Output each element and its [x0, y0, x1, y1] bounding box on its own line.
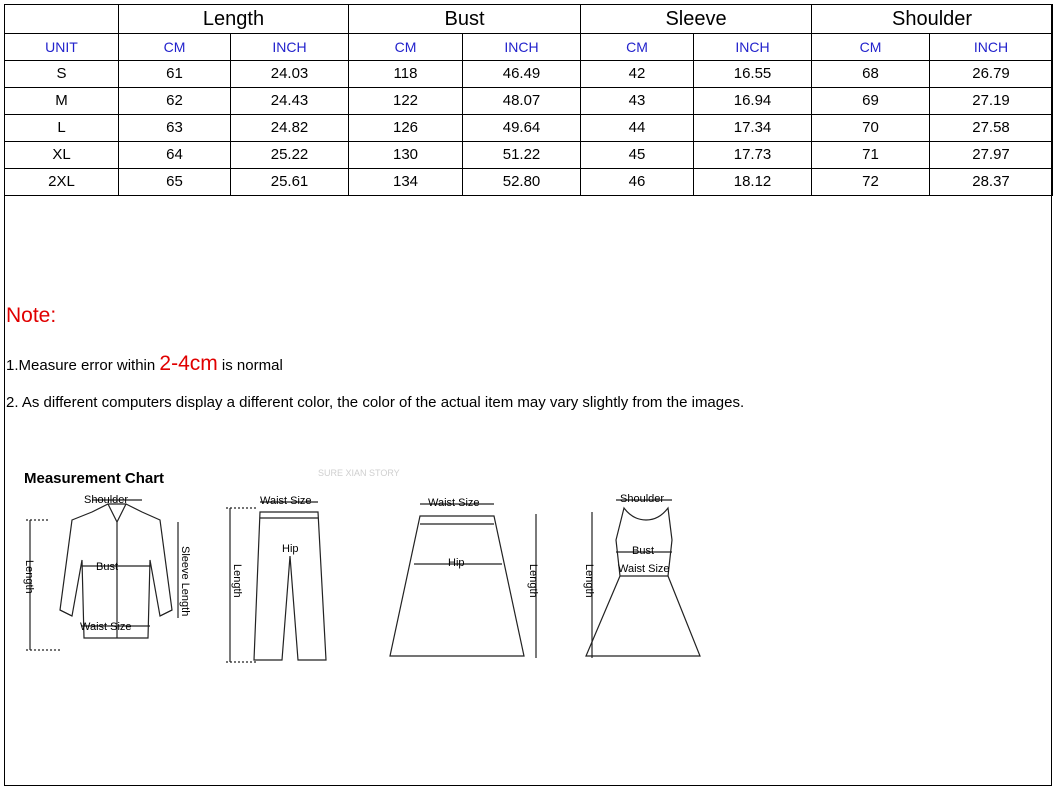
header-length: Length	[119, 5, 349, 34]
value-cell: 49.64	[463, 115, 581, 142]
value-cell: 62	[119, 88, 231, 115]
shirt-waist-label: Waist Size	[80, 621, 132, 633]
value-cell: 46.49	[463, 61, 581, 88]
note-line-1	[6, 352, 283, 376]
value-cell: 63	[119, 115, 231, 142]
unit-cell: INCH	[231, 34, 349, 61]
note-line-1-suffix: is normal	[217, 357, 283, 374]
dress-shoulder-label: Shoulder	[620, 493, 665, 505]
value-cell: 72	[812, 169, 930, 196]
size-cell: XL	[5, 142, 119, 169]
size-cell: L	[5, 115, 119, 142]
unit-row	[5, 34, 1053, 61]
unit-cell: CM	[349, 34, 463, 61]
unit-cell: CM	[812, 34, 930, 61]
shirt-shoulder-label: Shoulder	[84, 494, 129, 506]
value-cell: 118	[349, 61, 463, 88]
shirt-bust-label: Bust	[96, 561, 119, 573]
unit-label: UNIT	[5, 34, 119, 61]
table-header-row	[5, 5, 1053, 34]
value-cell: 70	[812, 115, 930, 142]
pants-icon	[226, 495, 326, 662]
unit-cell: CM	[119, 34, 231, 61]
value-cell: 45	[581, 142, 694, 169]
unit-cell: INCH	[930, 34, 1053, 61]
pants-waist-label: Waist Size	[260, 495, 312, 507]
size-table	[4, 4, 1053, 196]
note-title: Note:	[6, 304, 57, 327]
value-cell: 25.22	[231, 142, 349, 169]
value-cell: 17.73	[694, 142, 812, 169]
header-sleeve: Sleeve	[581, 5, 812, 34]
size-cell: M	[5, 88, 119, 115]
value-cell: 46	[581, 169, 694, 196]
value-cell: 16.55	[694, 61, 812, 88]
table-row	[5, 61, 1053, 88]
value-cell: 26.79	[930, 61, 1053, 88]
dress-waist-label: Waist Size	[618, 563, 670, 575]
value-cell: 61	[119, 61, 231, 88]
value-cell: 122	[349, 88, 463, 115]
dress-icon	[583, 493, 700, 658]
value-cell: 17.34	[694, 115, 812, 142]
note-line-1-highlight: 2-4cm	[159, 352, 218, 375]
unit-cell: CM	[581, 34, 694, 61]
value-cell: 27.97	[930, 142, 1053, 169]
value-cell: 44	[581, 115, 694, 142]
value-cell: 51.22	[463, 142, 581, 169]
table-row	[5, 142, 1053, 169]
skirt-hip-label: Hip	[448, 557, 465, 569]
note-line-2: 2. As different computers display a different color, the color of the actual item may vary slightly from the images.	[6, 394, 745, 411]
header-shoulder: Shoulder	[812, 5, 1053, 34]
value-cell: 134	[349, 169, 463, 196]
unit-cell: INCH	[463, 34, 581, 61]
skirt-length-label: Length	[527, 564, 539, 598]
skirt-waist-label: Waist Size	[428, 497, 480, 509]
value-cell: 16.94	[694, 88, 812, 115]
shirt-icon	[23, 494, 191, 650]
watermark: SURE XIAN STORY	[318, 468, 400, 478]
value-cell: 25.61	[231, 169, 349, 196]
size-cell: S	[5, 61, 119, 88]
value-cell: 126	[349, 115, 463, 142]
value-cell: 71	[812, 142, 930, 169]
value-cell: 69	[812, 88, 930, 115]
measurement-chart-illustration	[20, 460, 720, 680]
value-cell: 24.82	[231, 115, 349, 142]
pants-length-label: Length	[231, 564, 243, 598]
note-line-1-prefix: 1.Measure error within	[6, 357, 160, 374]
table-row	[5, 169, 1053, 196]
pants-hip-label: Hip	[282, 543, 299, 555]
dress-length-label: Length	[583, 564, 595, 598]
table-row	[5, 88, 1053, 115]
value-cell: 130	[349, 142, 463, 169]
value-cell: 27.58	[930, 115, 1053, 142]
table-row	[5, 115, 1053, 142]
value-cell: 64	[119, 142, 231, 169]
header-bust: Bust	[349, 5, 581, 34]
value-cell: 52.80	[463, 169, 581, 196]
value-cell: 42	[581, 61, 694, 88]
value-cell: 24.43	[231, 88, 349, 115]
value-cell: 48.07	[463, 88, 581, 115]
value-cell: 28.37	[930, 169, 1053, 196]
dress-bust-label: Bust	[632, 545, 655, 557]
value-cell: 27.19	[930, 88, 1053, 115]
value-cell: 43	[581, 88, 694, 115]
table-corner-cell	[5, 5, 119, 34]
size-cell: 2XL	[5, 169, 119, 196]
value-cell: 65	[119, 169, 231, 196]
skirt-icon	[390, 497, 539, 658]
value-cell: 24.03	[231, 61, 349, 88]
shirt-length-label: Length	[23, 560, 35, 594]
measurement-chart-title: Measurement Chart	[24, 470, 165, 487]
value-cell: 18.12	[694, 169, 812, 196]
value-cell: 68	[812, 61, 930, 88]
shirt-sleeve-label: Sleeve Length	[179, 546, 191, 617]
unit-cell: INCH	[694, 34, 812, 61]
